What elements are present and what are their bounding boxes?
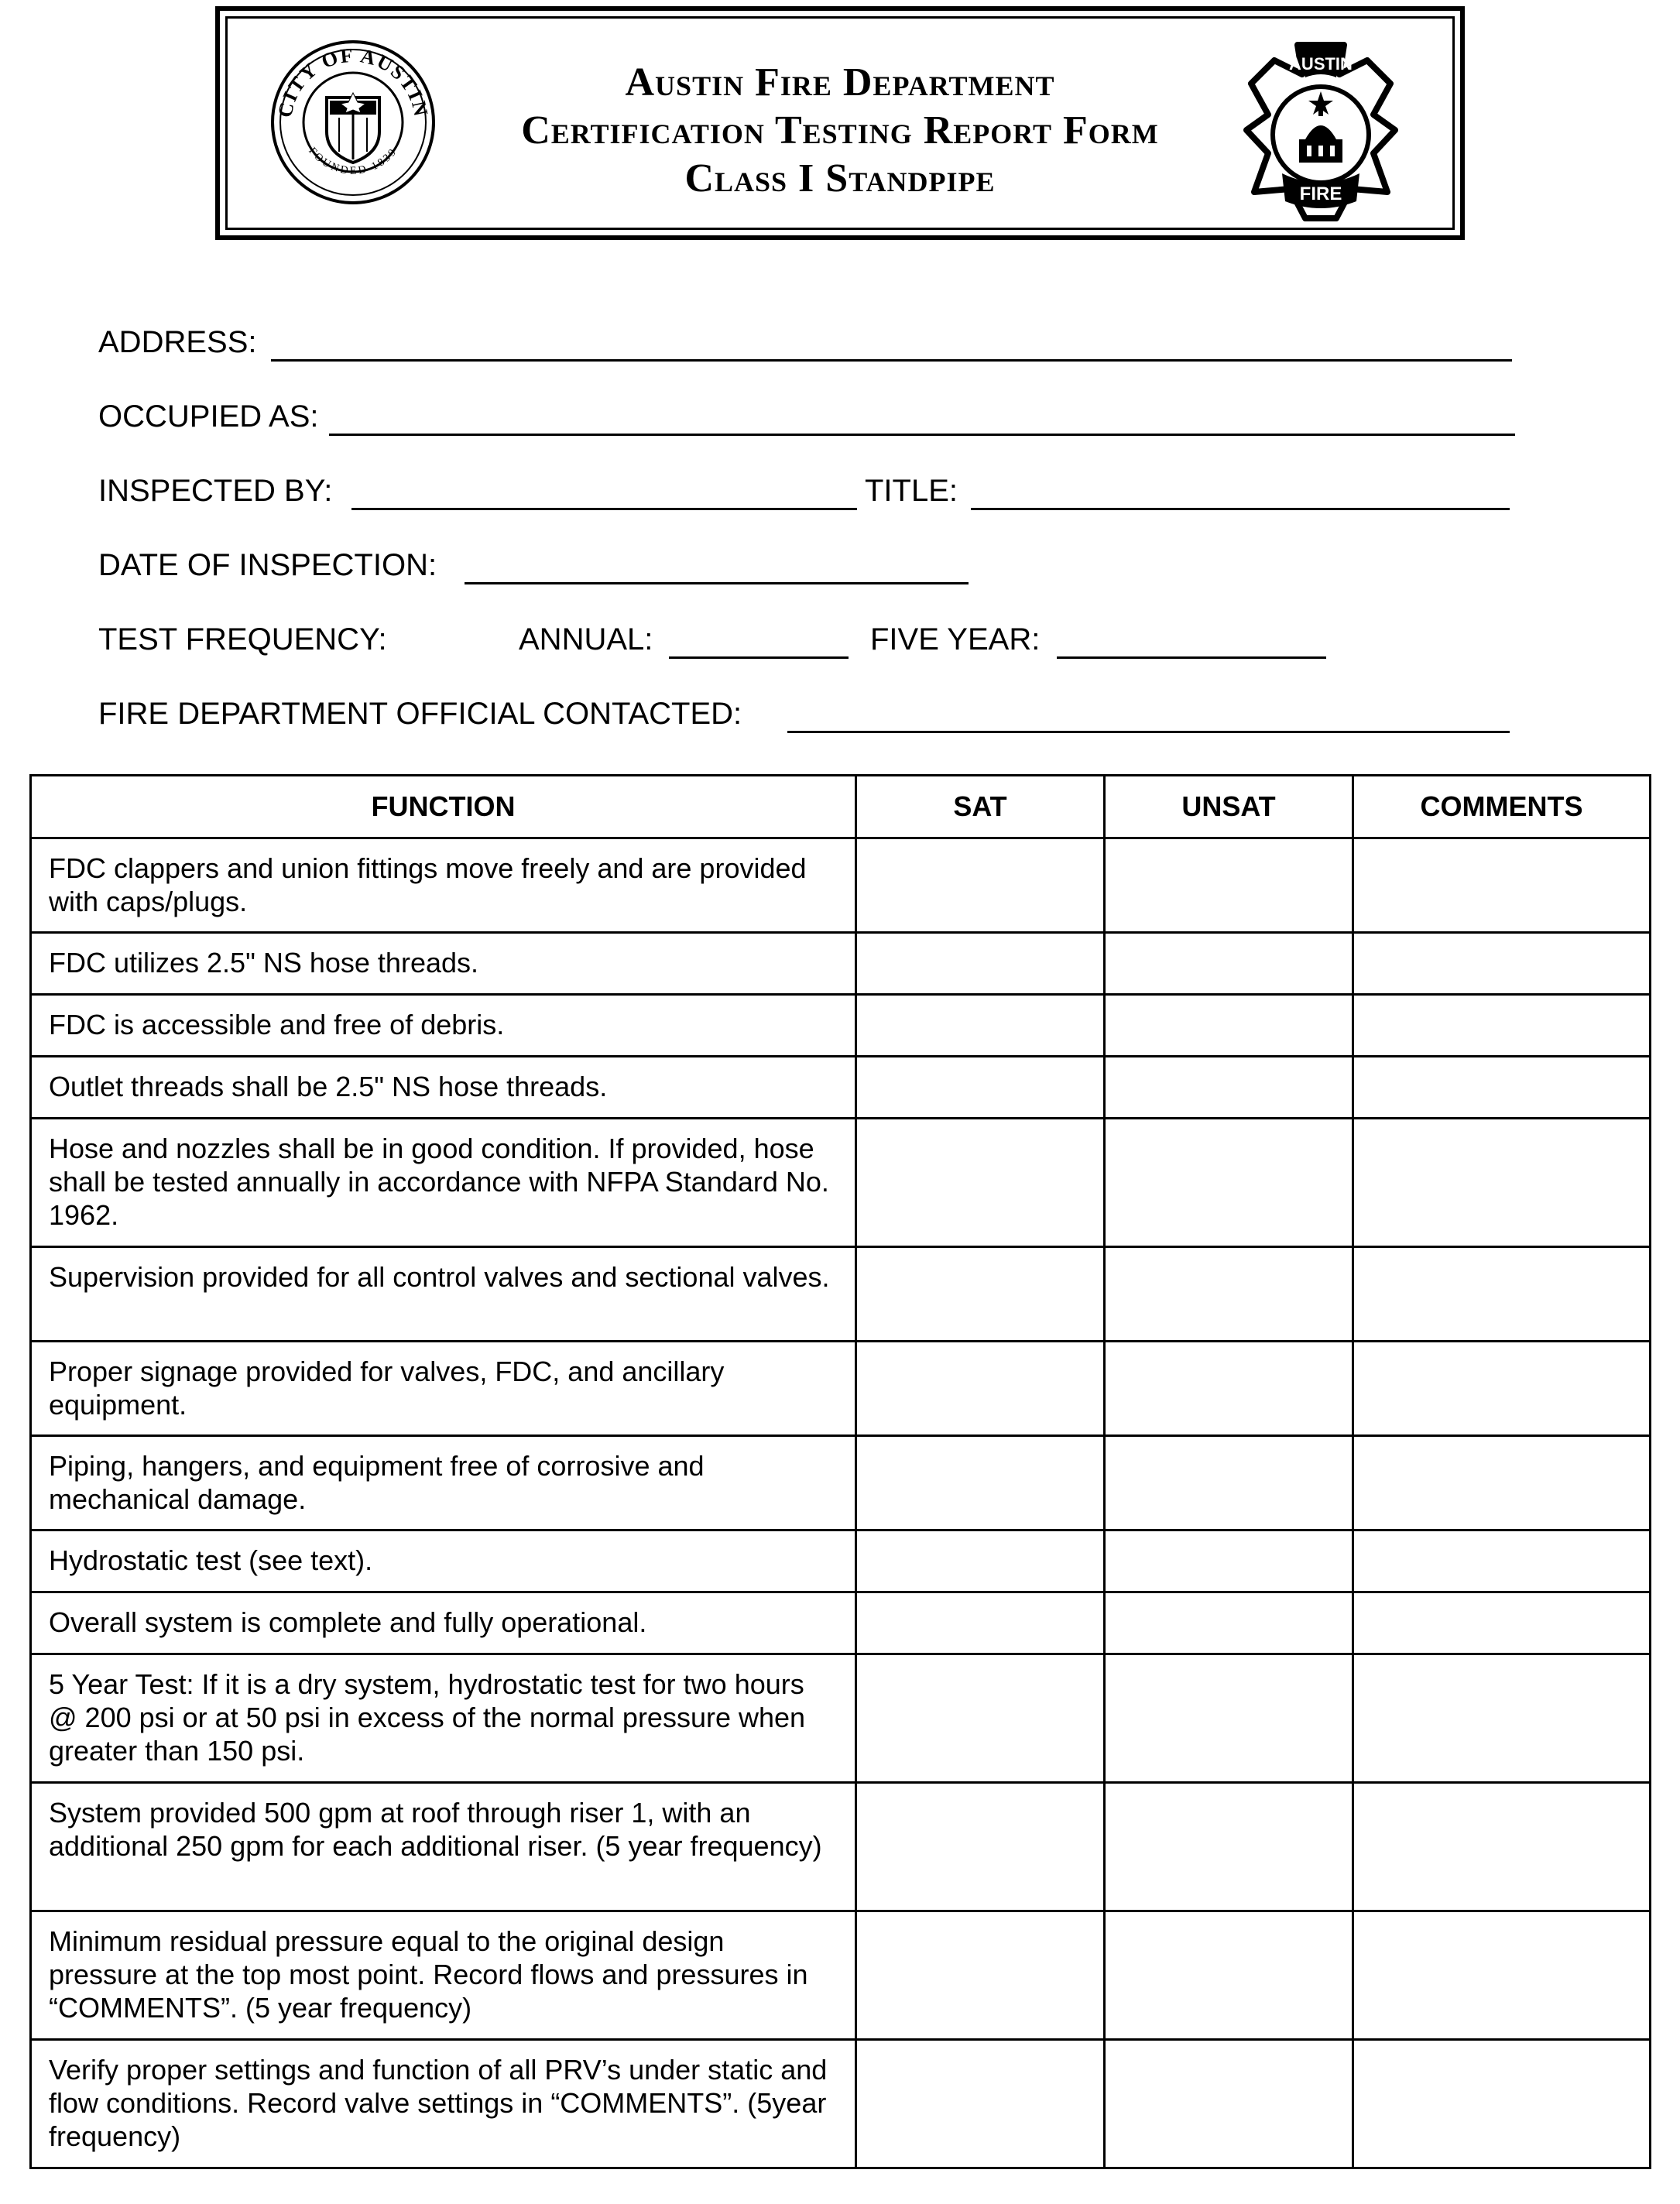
unsat-cell[interactable] — [1105, 1911, 1353, 2040]
sat-cell[interactable] — [856, 1436, 1105, 1530]
fd-official-field[interactable] — [787, 697, 1510, 733]
table-row — [31, 933, 1651, 995]
function-cell: FDC utilizes 2.5" NS hose threads. — [31, 933, 856, 995]
sat-cell[interactable] — [856, 1783, 1105, 1911]
function-cell: Piping, hangers, and equipment free of corrosive and mechanical damage. — [31, 1436, 856, 1530]
comments-cell[interactable] — [1353, 1057, 1651, 1119]
five-year-field[interactable] — [1057, 622, 1326, 659]
sat-cell[interactable] — [856, 1654, 1105, 1783]
function-cell: FDC is accessible and free of debris. — [31, 995, 856, 1057]
occupied-as-label: OCCUPIED AS: — [98, 399, 319, 434]
svg-text:CITY OF AUSTIN: CITY OF AUSTIN — [273, 43, 433, 120]
unsat-cell[interactable] — [1105, 1119, 1353, 1247]
table-row — [31, 1436, 1651, 1530]
unsat-cell[interactable] — [1105, 995, 1353, 1057]
sat-cell[interactable] — [856, 1592, 1105, 1654]
sat-header: SAT — [856, 776, 1105, 838]
comments-cell[interactable] — [1353, 1592, 1651, 1654]
comments-cell[interactable] — [1353, 1247, 1651, 1342]
unsat-cell[interactable] — [1105, 1057, 1353, 1119]
svg-text:FOUNDED 1839: FOUNDED 1839 — [306, 145, 400, 177]
table-row — [31, 1247, 1651, 1342]
inspection-table — [29, 774, 1651, 2169]
function-cell: Hydrostatic test (see text). — [31, 1530, 856, 1592]
unsat-header: UNSAT — [1105, 776, 1353, 838]
header-title-line-1: Austin Fire Department — [625, 60, 1055, 105]
table-row — [31, 1119, 1651, 1247]
header-title-line-3: Class I Standpipe — [684, 156, 996, 201]
svg-text:FIRE: FIRE — [1299, 183, 1342, 204]
sat-cell[interactable] — [856, 1530, 1105, 1592]
five-year-label: FIVE YEAR: — [870, 622, 1041, 656]
function-cell: Proper signage provided for valves, FDC, and ancillary equipment. — [31, 1342, 856, 1436]
unsat-cell[interactable] — [1105, 933, 1353, 995]
sat-cell[interactable] — [856, 1911, 1105, 2040]
sat-cell[interactable] — [856, 1247, 1105, 1342]
table-row — [31, 838, 1651, 933]
comments-cell[interactable] — [1353, 1436, 1651, 1530]
header-inner-border — [225, 16, 1455, 230]
comments-cell[interactable] — [1353, 1783, 1651, 1911]
unsat-cell[interactable] — [1105, 1530, 1353, 1592]
sat-cell[interactable] — [856, 1057, 1105, 1119]
comments-cell[interactable] — [1353, 1342, 1651, 1436]
sat-cell[interactable] — [856, 933, 1105, 995]
function-cell: Verify proper settings and function of all PRV’s under static and flow conditions. Record valve settings in “COMMENTS”. (5year frequency) — [31, 2040, 856, 2168]
unsat-cell[interactable] — [1105, 1247, 1353, 1342]
unsat-cell[interactable] — [1105, 2040, 1353, 2168]
date-of-inspection-field[interactable] — [465, 548, 969, 584]
function-cell: System provided 500 gpm at roof through riser 1, with an additional 250 gpm for each additional riser. (5 year frequency) — [31, 1783, 856, 1911]
table-row — [31, 1592, 1651, 1654]
svg-text:AUSTIN: AUSTIN — [1289, 54, 1353, 74]
table-row — [31, 1530, 1651, 1592]
inspected-by-label: INSPECTED BY: — [98, 474, 333, 508]
table-row — [31, 1911, 1651, 2040]
date-of-inspection-label: DATE OF INSPECTION: — [98, 548, 437, 582]
unsat-cell[interactable] — [1105, 1436, 1353, 1530]
table-row — [31, 1654, 1651, 1783]
function-cell: Overall system is complete and fully operational. — [31, 1592, 856, 1654]
sat-cell[interactable] — [856, 1342, 1105, 1436]
unsat-cell[interactable] — [1105, 838, 1353, 933]
comments-cell[interactable] — [1353, 933, 1651, 995]
comments-cell[interactable] — [1353, 1911, 1651, 2040]
inspected-by-field[interactable] — [351, 474, 857, 510]
address-field[interactable] — [271, 325, 1512, 362]
table-row — [31, 1342, 1651, 1436]
function-cell: Supervision provided for all control valves and sectional valves. — [31, 1247, 856, 1342]
unsat-cell[interactable] — [1105, 1654, 1353, 1783]
function-cell: Hose and nozzles shall be in good condition. If provided, hose shall be tested annually in accordance with NFPA Standard No. 1962. — [31, 1119, 856, 1247]
function-cell: 5 Year Test: If it is a dry system, hydrostatic test for two hours @ 200 psi or at 50 psi in excess of the normal pressure when greater than 150 psi. — [31, 1654, 856, 1783]
table-row — [31, 995, 1651, 1057]
table-row — [31, 1783, 1651, 1911]
austin-fire-department-logo — [1243, 37, 1398, 223]
annual-label: ANNUAL: — [519, 622, 653, 656]
comments-cell[interactable] — [1353, 2040, 1651, 2168]
fd-official-label: FIRE DEPARTMENT OFFICIAL CONTACTED: — [98, 697, 742, 731]
occupied-as-field[interactable] — [329, 399, 1515, 436]
table-row — [31, 2040, 1651, 2168]
unsat-cell[interactable] — [1105, 1592, 1353, 1654]
address-label: ADDRESS: — [98, 325, 257, 359]
function-cell: Minimum residual pressure equal to the original design pressure at the top most point. Record flows and pressures in “COMMENTS”. (5 year frequency) — [31, 1911, 856, 2040]
title-field[interactable] — [971, 474, 1510, 510]
comments-cell[interactable] — [1353, 1119, 1651, 1247]
comments-cell[interactable] — [1353, 1654, 1651, 1783]
function-header: FUNCTION — [31, 776, 856, 838]
sat-cell[interactable] — [856, 1119, 1105, 1247]
function-cell: FDC clappers and union fittings move freely and are provided with caps/plugs. — [31, 838, 856, 933]
header-title-line-2: Certification Testing Report Form — [521, 108, 1159, 153]
test-frequency-label: TEST FREQUENCY: — [98, 622, 387, 656]
function-cell: Outlet threads shall be 2.5" NS hose threads. — [31, 1057, 856, 1119]
unsat-cell[interactable] — [1105, 1783, 1353, 1911]
table-row — [31, 1057, 1651, 1119]
annual-field[interactable] — [669, 622, 849, 659]
unsat-cell[interactable] — [1105, 1342, 1353, 1436]
header-box — [215, 6, 1465, 240]
sat-cell[interactable] — [856, 995, 1105, 1057]
comments-cell[interactable] — [1353, 838, 1651, 933]
table-header-row — [31, 776, 1651, 838]
sat-cell[interactable] — [856, 2040, 1105, 2168]
comments-cell[interactable] — [1353, 995, 1651, 1057]
comments-cell[interactable] — [1353, 1530, 1651, 1592]
sat-cell[interactable] — [856, 838, 1105, 933]
title-label: TITLE: — [865, 474, 958, 508]
comments-header: COMMENTS — [1353, 776, 1651, 838]
